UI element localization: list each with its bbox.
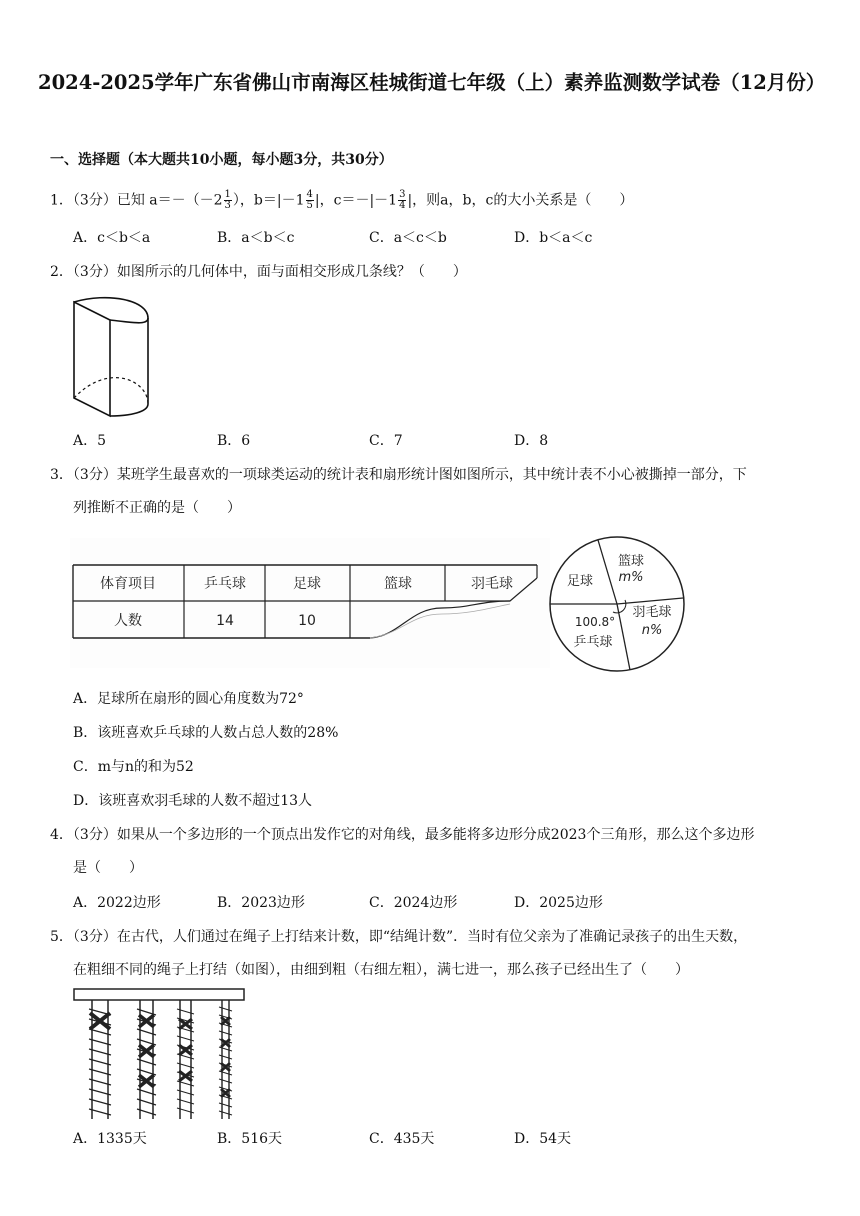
pie-label-football: 足球 (566, 574, 594, 589)
rope-2 (137, 1000, 156, 1119)
sports-table-figure (70, 538, 550, 668)
q3-option-b[interactable]: B．该班喜欢乒乓球的人数占总人数的28% (73, 725, 339, 741)
table-header-pingpong: 乒乓球 (204, 576, 246, 592)
q3-option-c[interactable]: C．m与n的和为52 (73, 759, 194, 775)
q4-option-a[interactable]: A．2022边形 (73, 895, 161, 911)
section-heading: 一、选择题（本大题共10小题，每小题3分，共30分） (50, 152, 393, 168)
q5-option-d[interactable]: D．54天 (514, 1131, 572, 1147)
q3-option-d[interactable]: D．该班喜欢羽毛球的人数不超过13人 (73, 793, 313, 809)
q1-c-fraction: $\frac{3}{4}$ (399, 189, 406, 211)
question-1 (50, 190, 633, 211)
pie-label-m: m% (618, 570, 644, 585)
q2-option-b[interactable]: B．6 (217, 433, 251, 449)
pie-label-basketball: 篮球 (617, 554, 645, 569)
question-4-line2: 是（ ） (73, 860, 143, 876)
table-header-badminton: 羽毛球 (471, 576, 513, 592)
table-row-label: 人数 (114, 613, 142, 629)
half-cylinder-figure (68, 292, 152, 420)
table-header-sport: 体育项目 (100, 576, 156, 592)
table-header-basketball: 篮球 (384, 576, 412, 592)
q1-c-expr: |，c＝－|－1 (314, 192, 398, 209)
q5-option-c[interactable]: C．435天 (369, 1131, 435, 1147)
q1-b-fraction: $\frac{4}{5}$ (306, 189, 313, 211)
pie-label-angle: 100.8° (574, 615, 616, 629)
q1-a-fraction: $\frac{1}{3}$ (224, 189, 231, 211)
q1-a-expr: a＝－（－2 (149, 192, 223, 209)
q1-option-c[interactable]: C．a＜c＜b (369, 230, 447, 246)
q4-option-c[interactable]: C．2024边形 (369, 895, 458, 911)
pie-label-pingpong: 乒乓球 (573, 635, 613, 650)
question-5-line2: 在粗细不同的绳子上打结（如图），由细到粗（右细左粗），满七进一，那么孩子已经出生了（ ） (73, 962, 689, 978)
rope-3 (177, 1000, 194, 1119)
table-header-football: 足球 (293, 576, 321, 592)
sports-pie-chart (547, 534, 689, 674)
q3-option-a[interactable]: A．足球所在扇形的圆心角度数为72° (73, 691, 304, 707)
knotted-ropes-figure (72, 987, 248, 1123)
table-value-pingpong: 14 (216, 613, 234, 629)
q4-option-d[interactable]: D．2025边形 (514, 895, 603, 911)
pie-label-badminton: 羽毛球 (632, 605, 672, 620)
q2-option-d[interactable]: D．8 (514, 433, 549, 449)
question-2: 2．（3分）如图所示的几何体中，面与面相交形成几条线？（ ） (50, 264, 467, 280)
question-3-line2: 列推断不正确的是（ ） (73, 500, 241, 516)
question-5-line1: 5．（3分）在古代，人们通过在绳子上打结来计数，即“结绳计数”．当时有位父亲为了准确记录孩子的出生天数， (50, 929, 748, 945)
q1-number: 1．（3分）已知 (50, 192, 145, 209)
pie-label-n: n% (641, 623, 663, 638)
rope-4 (219, 1000, 232, 1119)
q4-option-b[interactable]: B．2023边形 (217, 895, 305, 911)
q1-option-d[interactable]: D．b＜a＜c (514, 230, 593, 246)
q1-b-expr: ），b＝|－1 (232, 192, 305, 209)
rope-1 (89, 1000, 111, 1119)
q1-option-a[interactable]: A．c＜b＜a (73, 230, 151, 246)
q1-tail: |，则a，b，c的大小关系是（ ） (407, 192, 634, 209)
q1-option-b[interactable]: B．a＜b＜c (217, 230, 295, 246)
table-value-football: 10 (298, 613, 316, 629)
q5-option-a[interactable]: A．1335天 (73, 1131, 147, 1147)
q5-option-b[interactable]: B．516天 (217, 1131, 283, 1147)
question-4-line1: 4．（3分）如果从一个多边形的一个顶点出发作它的对角线，最多能将多边形分成2023个三角形，那么这个多边形 (50, 827, 755, 843)
q2-option-a[interactable]: A．5 (73, 433, 107, 449)
question-3-line1: 3．（3分）某班学生最喜欢的一项球类运动的统计表和扇形统计图如图所示，其中统计表不小心被撕掉一部分，下 (50, 467, 747, 483)
exam-title: 2024-2025学年广东省佛山市南海区桂城街道七年级（上）素养监测数学试卷（12月份） (38, 71, 826, 94)
q2-option-c[interactable]: C．7 (369, 433, 403, 449)
